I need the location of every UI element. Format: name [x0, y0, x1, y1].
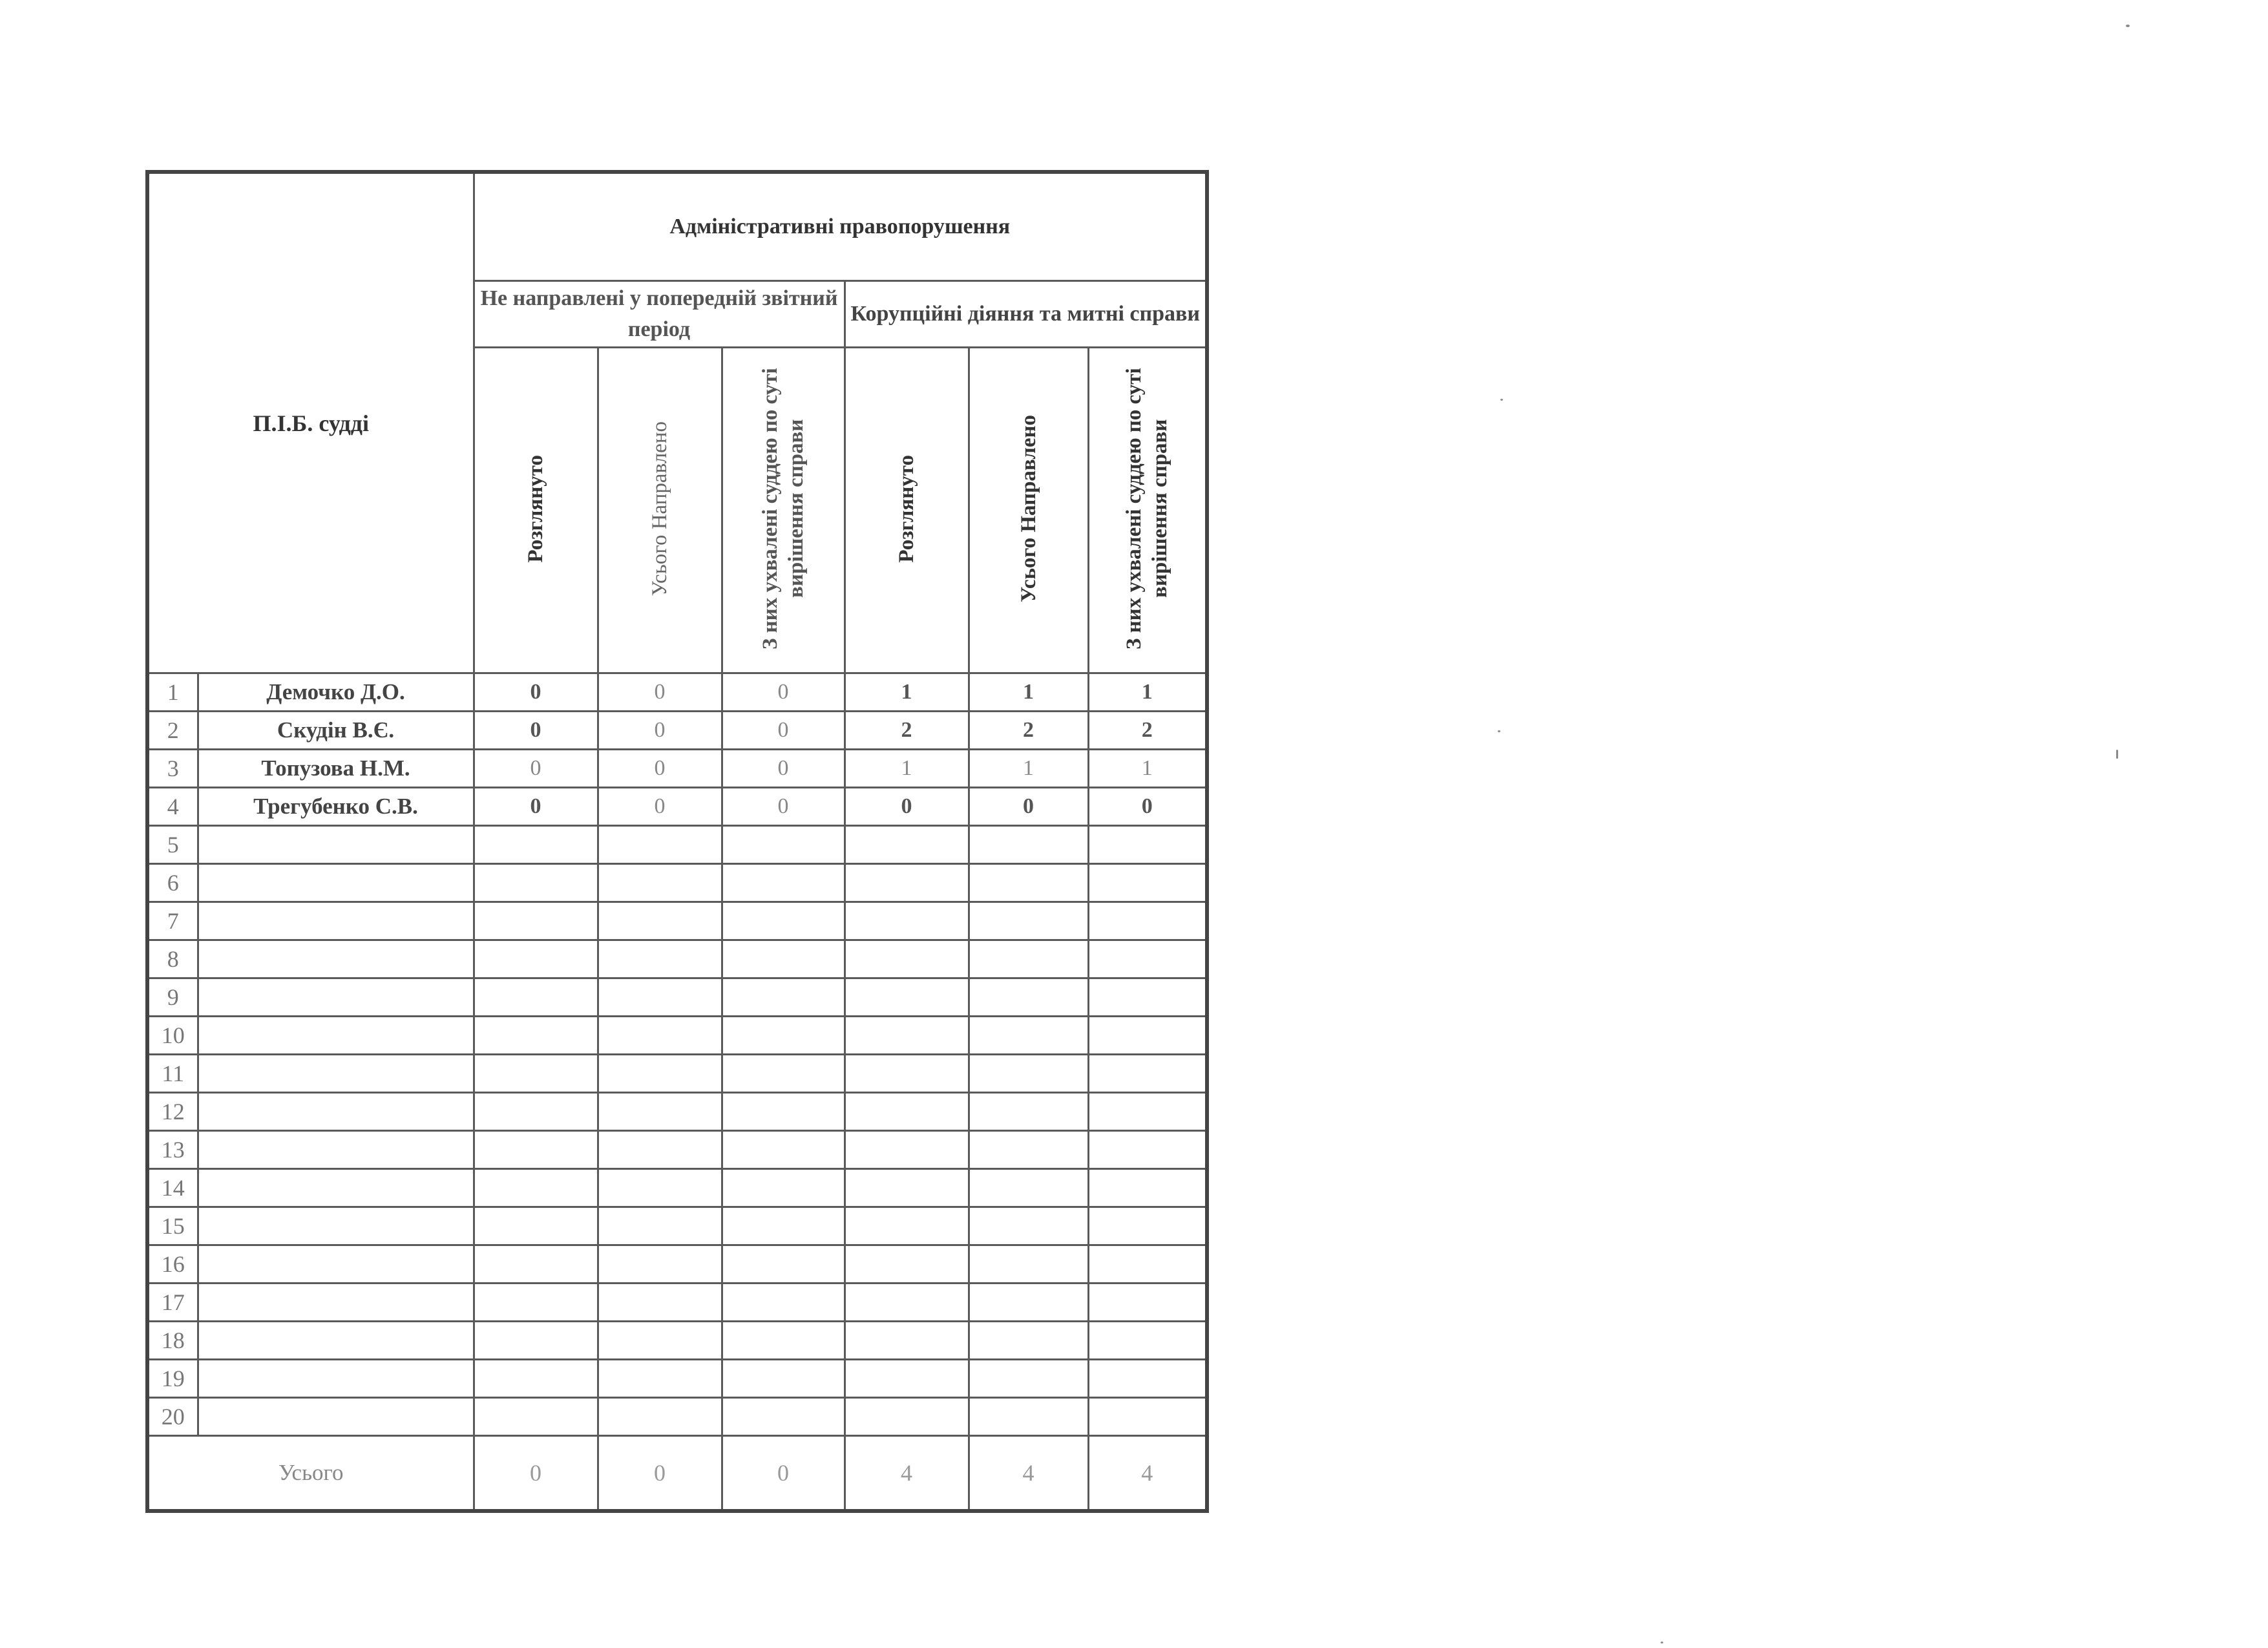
value-cell — [1088, 1131, 1207, 1169]
table-row — [147, 1284, 1207, 1322]
row-number: 2 — [147, 712, 198, 750]
judge-name: Трегубенко С.В. — [198, 788, 474, 826]
judge-name — [198, 1131, 474, 1169]
value-cell — [1088, 864, 1207, 902]
judge-name: Скудін В.Є. — [198, 712, 474, 750]
value-cell — [722, 1207, 845, 1245]
total-value: 0 — [722, 1436, 845, 1512]
value-cell — [1088, 826, 1207, 864]
value-cell — [722, 1398, 845, 1436]
value-cell — [722, 1131, 845, 1169]
value-cell — [969, 1207, 1088, 1245]
value-cell — [722, 1322, 845, 1360]
row-number: 5 — [147, 826, 198, 864]
value-cell — [598, 864, 722, 902]
column-header-reviewed — [474, 348, 598, 673]
value-cell — [969, 902, 1088, 940]
value-cell: 0 — [598, 788, 722, 826]
value-cell — [474, 864, 598, 902]
admin-offenses-header: Адміністративні правопорушення — [474, 172, 1207, 281]
value-cell — [474, 1245, 598, 1284]
value-cell: 0 — [474, 750, 598, 788]
value-cell — [969, 826, 1088, 864]
value-cell — [722, 1093, 845, 1131]
value-cell — [598, 1322, 722, 1360]
value-cell — [474, 1398, 598, 1436]
value-cell — [474, 1055, 598, 1093]
table-row — [147, 712, 1207, 750]
judge-name: Топузова Н.М. — [198, 750, 474, 788]
value-cell — [845, 1322, 969, 1360]
value-cell: 0 — [969, 788, 1088, 826]
value-cell — [845, 902, 969, 940]
value-cell — [1088, 1207, 1207, 1245]
judge-name — [198, 1398, 474, 1436]
value-cell — [969, 1398, 1088, 1436]
value-cell — [722, 1055, 845, 1093]
value-cell: 2 — [969, 712, 1088, 750]
value-cell — [474, 1169, 598, 1207]
value-cell — [845, 864, 969, 902]
value-cell: 2 — [845, 712, 969, 750]
column-header-label: З них ухвалені суддею по суті вирішення справи — [759, 368, 808, 650]
scan-speck — [1498, 730, 1500, 732]
value-cell — [598, 1131, 722, 1169]
value-cell — [969, 1055, 1088, 1093]
column-header-decided — [722, 348, 845, 673]
value-cell — [598, 1017, 722, 1055]
column-header-total-sent — [598, 348, 722, 673]
value-cell — [598, 1360, 722, 1398]
value-cell — [598, 940, 722, 978]
row-number: 18 — [147, 1322, 198, 1360]
value-cell — [1088, 940, 1207, 978]
judge-name — [198, 1169, 474, 1207]
value-cell — [722, 1360, 845, 1398]
value-cell — [598, 1055, 722, 1093]
value-cell — [845, 1207, 969, 1245]
judge-name — [198, 1360, 474, 1398]
table-row — [147, 1398, 1207, 1436]
judge-name — [198, 902, 474, 940]
judge-name-header: П.І.Б. судді — [147, 172, 474, 673]
value-cell — [722, 1284, 845, 1322]
value-cell — [969, 978, 1088, 1017]
value-cell — [598, 1093, 722, 1131]
value-cell: 1 — [969, 750, 1088, 788]
column-header-label: Розглянуто — [524, 454, 548, 563]
row-number: 7 — [147, 902, 198, 940]
value-cell — [1088, 1322, 1207, 1360]
column-header-reviewed — [845, 348, 969, 673]
value-cell — [474, 902, 598, 940]
value-cell — [969, 1360, 1088, 1398]
value-cell: 0 — [722, 750, 845, 788]
value-cell: 0 — [598, 712, 722, 750]
value-cell — [598, 1169, 722, 1207]
value-cell — [474, 1284, 598, 1322]
value-cell — [598, 1284, 722, 1322]
value-cell — [722, 902, 845, 940]
value-cell: 1 — [845, 673, 969, 712]
table-row — [147, 826, 1207, 864]
value-cell: 0 — [722, 788, 845, 826]
value-cell — [845, 1284, 969, 1322]
value-cell — [1088, 1055, 1207, 1093]
value-cell — [474, 1093, 598, 1131]
scan-speck — [1500, 399, 1503, 401]
total-label: Усього — [147, 1436, 474, 1512]
value-cell — [845, 940, 969, 978]
group-header-not-sent: Не направлені у попередній звітний період — [474, 281, 845, 348]
judge-name — [198, 864, 474, 902]
value-cell: 0 — [474, 712, 598, 750]
column-header-label: Розглянуто — [895, 454, 919, 563]
value-cell: 1 — [1088, 750, 1207, 788]
value-cell: 0 — [722, 673, 845, 712]
row-number: 4 — [147, 788, 198, 826]
column-header-decided — [1088, 348, 1207, 673]
judge-name — [198, 1284, 474, 1322]
scan-speck — [2126, 25, 2130, 27]
total-value: 4 — [969, 1436, 1088, 1512]
column-header-label: Усього Направлено — [1016, 415, 1040, 602]
total-value: 4 — [1088, 1436, 1207, 1512]
value-cell — [722, 864, 845, 902]
judge-name — [198, 940, 474, 978]
value-cell — [845, 978, 969, 1017]
value-cell — [969, 1017, 1088, 1055]
value-cell — [969, 1131, 1088, 1169]
value-cell — [598, 902, 722, 940]
value-cell — [598, 1207, 722, 1245]
value-cell — [845, 1055, 969, 1093]
row-number: 9 — [147, 978, 198, 1017]
value-cell — [1088, 1360, 1207, 1398]
table-row — [147, 1169, 1207, 1207]
value-cell — [474, 1131, 598, 1169]
value-cell: 0 — [598, 673, 722, 712]
value-cell — [969, 940, 1088, 978]
table-row — [147, 750, 1207, 788]
value-cell — [1088, 1284, 1207, 1322]
value-cell — [722, 826, 845, 864]
table-row — [147, 864, 1207, 902]
table-row — [147, 1131, 1207, 1169]
table-row — [147, 1055, 1207, 1093]
row-number: 15 — [147, 1207, 198, 1245]
value-cell — [474, 1322, 598, 1360]
judge-name — [198, 826, 474, 864]
table-row — [147, 940, 1207, 978]
column-header-label: Усього Направлено — [648, 421, 672, 597]
table-row — [147, 1360, 1207, 1398]
row-number: 19 — [147, 1360, 198, 1398]
value-cell — [969, 1093, 1088, 1131]
value-cell — [845, 1093, 969, 1131]
statistics-table — [145, 170, 1209, 1513]
row-number: 11 — [147, 1055, 198, 1093]
judge-name — [198, 1093, 474, 1131]
value-cell: 0 — [1088, 788, 1207, 826]
table-row — [147, 673, 1207, 712]
column-header-total-sent — [969, 348, 1088, 673]
column-header-label: З них ухвалені суддею по суті вирішення справи — [1122, 368, 1172, 650]
row-number: 16 — [147, 1245, 198, 1284]
table-row — [147, 1245, 1207, 1284]
row-number: 3 — [147, 750, 198, 788]
value-cell — [722, 1017, 845, 1055]
value-cell — [598, 826, 722, 864]
value-cell — [598, 1245, 722, 1284]
judge-name — [198, 978, 474, 1017]
value-cell: 2 — [1088, 712, 1207, 750]
value-cell — [969, 1169, 1088, 1207]
value-cell — [598, 1398, 722, 1436]
value-cell: 0 — [722, 712, 845, 750]
value-cell — [1088, 978, 1207, 1017]
row-number: 10 — [147, 1017, 198, 1055]
judge-name — [198, 1207, 474, 1245]
judge-name — [198, 1055, 474, 1093]
row-number: 17 — [147, 1284, 198, 1322]
scan-speck — [1661, 1642, 1663, 1643]
value-cell — [845, 1360, 969, 1398]
value-cell — [969, 1284, 1088, 1322]
table-row — [147, 902, 1207, 940]
value-cell — [845, 1131, 969, 1169]
group-header-corruption: Корупційні діяння та митні справи — [845, 281, 1207, 348]
value-cell — [598, 978, 722, 1017]
value-cell: 1 — [845, 750, 969, 788]
value-cell — [722, 978, 845, 1017]
judge-name: Демочко Д.О. — [198, 673, 474, 712]
table-row — [147, 1093, 1207, 1131]
value-cell — [1088, 1398, 1207, 1436]
value-cell: 1 — [1088, 673, 1207, 712]
row-number: 12 — [147, 1093, 198, 1131]
total-value: 0 — [474, 1436, 598, 1512]
judge-name — [198, 1017, 474, 1055]
table-row — [147, 1017, 1207, 1055]
value-cell — [845, 1017, 969, 1055]
row-number: 20 — [147, 1398, 198, 1436]
value-cell: 0 — [474, 673, 598, 712]
value-cell: 0 — [474, 788, 598, 826]
table-row — [147, 788, 1207, 826]
row-number: 13 — [147, 1131, 198, 1169]
total-value: 0 — [598, 1436, 722, 1512]
value-cell: 0 — [598, 750, 722, 788]
value-cell — [1088, 1093, 1207, 1131]
value-cell — [1088, 1169, 1207, 1207]
judge-name — [198, 1245, 474, 1284]
table-row — [147, 1207, 1207, 1245]
value-cell — [845, 1245, 969, 1284]
total-row — [147, 1436, 1207, 1512]
table-row — [147, 1322, 1207, 1360]
value-cell — [845, 1398, 969, 1436]
value-cell — [722, 1169, 845, 1207]
value-cell — [722, 940, 845, 978]
value-cell — [474, 978, 598, 1017]
table-row — [147, 978, 1207, 1017]
value-cell — [845, 1169, 969, 1207]
value-cell — [845, 826, 969, 864]
value-cell: 0 — [845, 788, 969, 826]
value-cell — [1088, 902, 1207, 940]
value-cell — [969, 864, 1088, 902]
row-number: 14 — [147, 1169, 198, 1207]
value-cell — [969, 1245, 1088, 1284]
row-number: 1 — [147, 673, 198, 712]
value-cell — [474, 1017, 598, 1055]
row-number: 6 — [147, 864, 198, 902]
value-cell — [474, 1207, 598, 1245]
scan-speck — [2116, 750, 2118, 759]
value-cell: 1 — [969, 673, 1088, 712]
value-cell — [1088, 1245, 1207, 1284]
row-number: 8 — [147, 940, 198, 978]
value-cell — [722, 1245, 845, 1284]
value-cell — [969, 1322, 1088, 1360]
value-cell — [1088, 1017, 1207, 1055]
total-value: 4 — [845, 1436, 969, 1512]
value-cell — [474, 1360, 598, 1398]
value-cell — [474, 940, 598, 978]
judge-name — [198, 1322, 474, 1360]
value-cell — [474, 826, 598, 864]
